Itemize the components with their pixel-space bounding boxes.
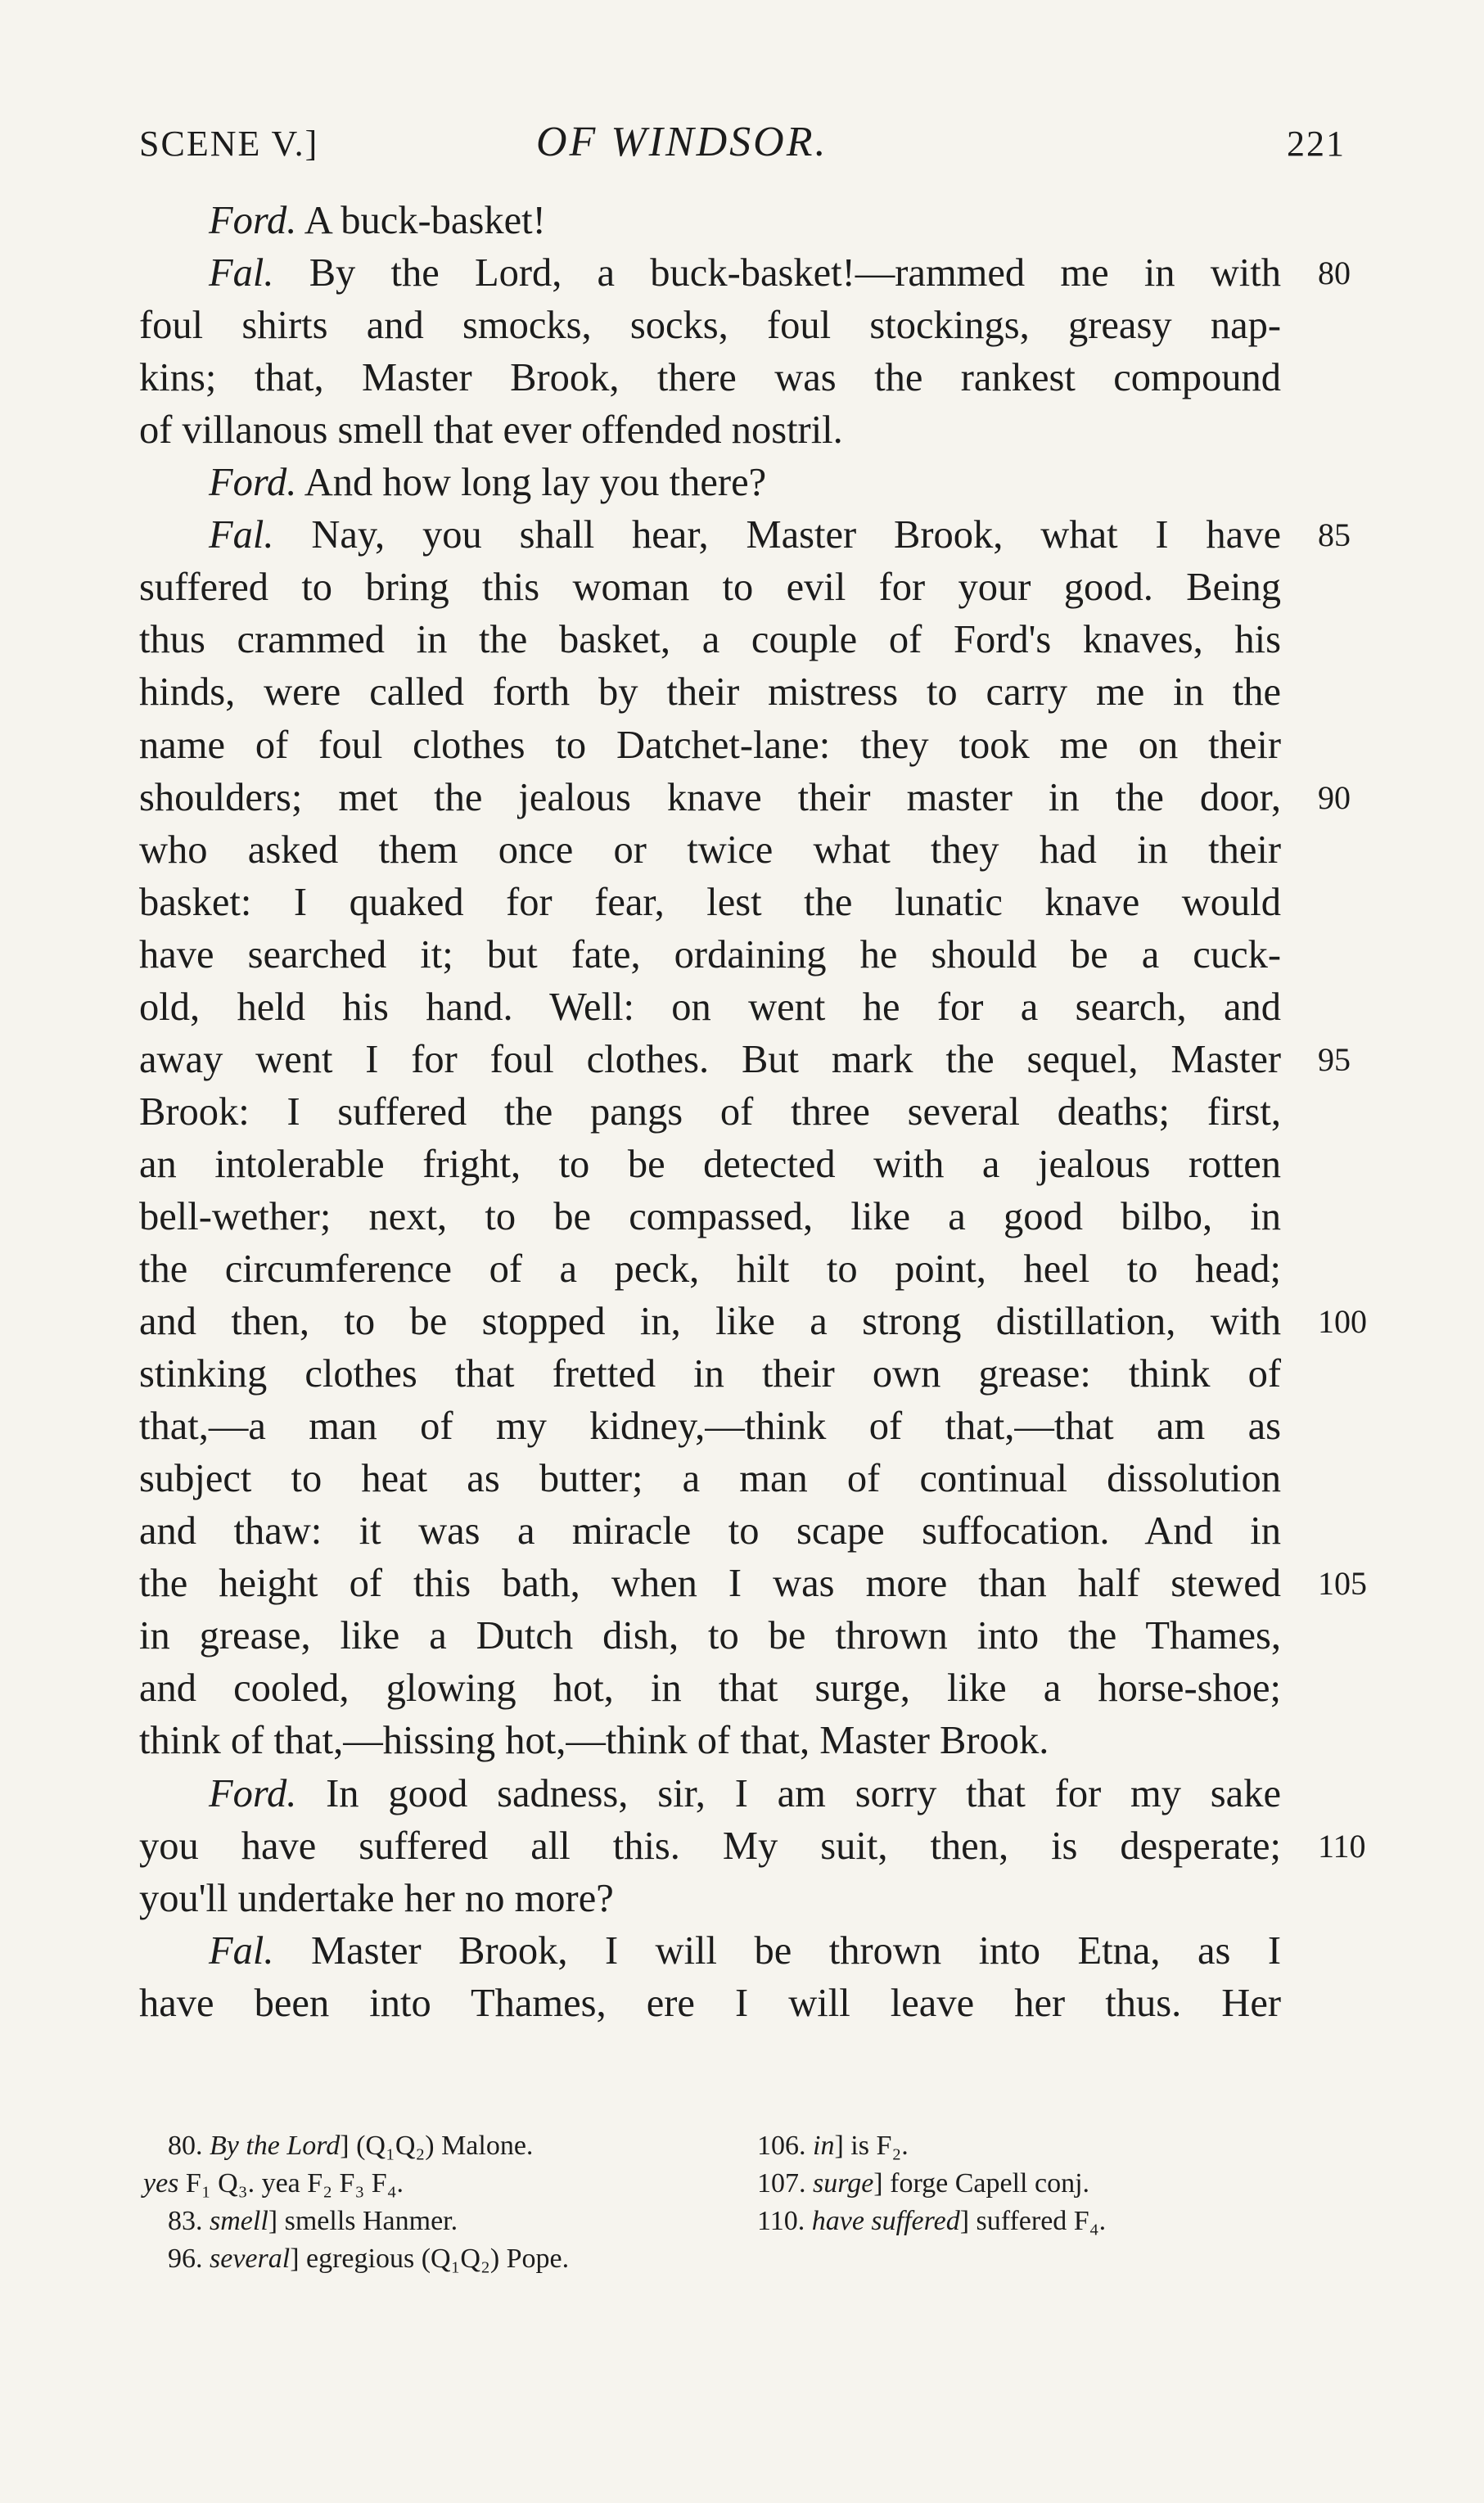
speaker-name: Ford. (209, 461, 297, 505)
speaker-name: Fal. (209, 251, 274, 295)
line-number: 85 (1318, 516, 1351, 554)
footnote-lemma: several (210, 2244, 291, 2274)
line-text: suffered to bring this woman to evil for your good. Being (139, 566, 1281, 610)
text-line (139, 1034, 1281, 1086)
text-line (139, 877, 1281, 929)
line-text: old, held his hand. Well: on went he for a search, and (139, 985, 1281, 1029)
text-line (139, 1978, 1281, 2030)
footnote-number: 83. (168, 2206, 210, 2236)
line-text: Master Brook, I will be thrown into Etna, as I (273, 1928, 1281, 1973)
speaker-name: Ford. (209, 1771, 297, 1815)
line-text: foul shirts and smocks, socks, foul stockings, greasy nap- (139, 304, 1281, 348)
line-text: and then, to be stopped in, like a strong distillation, with (139, 1300, 1281, 1344)
footnote-number: 110. (757, 2206, 812, 2236)
footnote-text: ] smells Hanmer. (268, 2206, 458, 2236)
line-text: that,—a man of my kidney,—think of that,—that am as (139, 1405, 1281, 1449)
text-line (139, 1505, 1281, 1558)
line-text: stinking clothes that fretted in their own grease: think of (139, 1352, 1281, 1396)
text-line (139, 824, 1281, 877)
text-line (139, 719, 1281, 772)
line-text: in grease, like a Dutch dish, to be thrown into the Thames, (139, 1614, 1281, 1658)
line-number: 105 (1318, 1565, 1367, 1603)
line-text: basket: I quaked for fear, lest the lunatic knave would (139, 880, 1281, 924)
line-text: you have suffered all this. My suit, then, is desperate; (139, 1824, 1281, 1868)
line-number: 100 (1318, 1303, 1367, 1341)
line-number: 110 (1318, 1827, 1366, 1865)
text-line (139, 300, 1281, 352)
footnote (757, 2166, 1089, 2202)
text-line (139, 666, 1281, 719)
line-text: subject to heat as butter; a man of continual dissolution (139, 1457, 1281, 1501)
text-line (139, 1715, 1281, 1767)
text-line (139, 1610, 1281, 1662)
line-text: hinds, were called forth by their mistress to carry me in the (139, 670, 1281, 715)
footnote (757, 2128, 909, 2164)
footnote-text: F₁ Q₃. yea F₂ F₃ F₄. (178, 2168, 404, 2199)
footnote (168, 2128, 533, 2164)
line-text: you'll undertake her no more? (139, 1876, 614, 1920)
footnote-number: 106. (757, 2131, 813, 2161)
line-text: the circumference of a peck, hilt to point, heel to head; (139, 1247, 1281, 1291)
line-text: thus crammed in the basket, a couple of Ford's knaves, his (139, 618, 1281, 662)
footnote (168, 2241, 569, 2277)
line-text: In good sadness, sir, I am sorry that for my sake (296, 1771, 1281, 1815)
footnote-text: ] is F₂. (834, 2131, 909, 2161)
footnote (757, 2203, 1106, 2239)
line-text: And how long lay you there? (296, 461, 767, 505)
text-line (139, 1662, 1281, 1715)
text-line (139, 929, 1281, 981)
line-number: 90 (1318, 778, 1351, 816)
text-line (139, 1348, 1281, 1400)
line-text: Brook: I suffered the pangs of three several deaths; first, (139, 1089, 1281, 1134)
footnote-lemma: yes (143, 2168, 179, 2199)
speaker-name: Ford. (209, 199, 297, 242)
scene-label: SCENE V.] (139, 124, 319, 164)
text-line (139, 561, 1281, 614)
footnote-lemma: By the Lord (210, 2131, 341, 2161)
line-text: kins; that, Master Brook, there was the rankest compound (139, 356, 1281, 400)
text-line (139, 1243, 1281, 1296)
footnote-lemma: smell (210, 2206, 268, 2236)
line-number: 80 (1318, 255, 1351, 292)
line-text: and cooled, glowing hot, in that surge, like a horse-shoe; (139, 1666, 1281, 1711)
footnote (168, 2203, 458, 2239)
footnote-lemma: have suffered (811, 2206, 960, 2236)
footnote-number: 96. (168, 2244, 210, 2274)
speaker-name: Fal. (209, 1928, 274, 1973)
footnote-lemma: surge (813, 2168, 874, 2199)
text-line (139, 1296, 1281, 1348)
line-text: have been into Thames, ere I will leave her thus. Her (139, 1981, 1281, 2025)
line-text: think of that,—hissing hot,—think of that, Master Brook. (139, 1719, 1049, 1763)
text-line (139, 195, 1281, 247)
line-text: an intolerable fright, to be detected with a jealous rotten (139, 1142, 1281, 1186)
text-line (139, 1453, 1281, 1505)
text-line (139, 1139, 1281, 1191)
footnote-lemma: in (813, 2131, 835, 2161)
text-line (139, 1086, 1281, 1139)
text-line (139, 1873, 1281, 1925)
running-title: OF WINDSOR. (536, 119, 828, 165)
footnote-number: 107. (757, 2168, 813, 2199)
footnote-text: ] suffered F₄. (959, 2206, 1107, 2236)
text-line (139, 1768, 1281, 1820)
text-line (139, 1820, 1281, 1873)
line-text: shoulders; met the jealous knave their master in the door, (139, 775, 1281, 819)
text-line (139, 509, 1281, 561)
footnote-number: 80. (168, 2131, 210, 2161)
text-line (139, 614, 1281, 666)
line-text: who asked them once or twice what they had in their (139, 828, 1281, 872)
line-text: name of foul clothes to Datchet-lane: they took me on their (139, 723, 1281, 767)
text-line (139, 457, 1281, 509)
footnote-text: ] forge Capell conj. (873, 2168, 1090, 2199)
line-text: and thaw: it was a miracle to scape suffocation. And in (139, 1509, 1281, 1554)
running-header (0, 119, 1484, 180)
text-line (139, 1558, 1281, 1610)
text-line (139, 1191, 1281, 1243)
footnote-text: ] egregious (Q₁Q₂) Pope. (290, 2244, 570, 2274)
line-text: bell-wether; next, to be compassed, like a good bilbo, in (139, 1194, 1281, 1238)
line-text: have searched it; but fate, ordaining he should be a cuck- (139, 932, 1281, 976)
line-text: the height of this bath, when I was more than half stewed (139, 1562, 1281, 1606)
text-line (139, 1400, 1281, 1453)
text-line (139, 404, 1281, 457)
line-number: 95 (1318, 1040, 1351, 1078)
line-text: A buck-basket! (296, 199, 546, 242)
text-line (139, 981, 1281, 1034)
line-text: Nay, you shall hear, Master Brook, what I have (273, 513, 1281, 557)
footnote-text: ] (Q₁Q₂) Malone. (340, 2131, 534, 2161)
line-text: of villanous smell that ever offended nostril. (139, 408, 843, 453)
footnote (143, 2166, 404, 2202)
line-text: away went I for foul clothes. But mark the sequel, Master (139, 1037, 1281, 1081)
page-number: 221 (1287, 124, 1346, 164)
line-text: By the Lord, a buck-basket!—rammed me in with (273, 251, 1281, 295)
text-line (139, 772, 1281, 824)
text-line (139, 352, 1281, 404)
text-line (139, 1925, 1281, 1978)
speaker-name: Fal. (209, 513, 274, 557)
text-line (139, 247, 1281, 300)
